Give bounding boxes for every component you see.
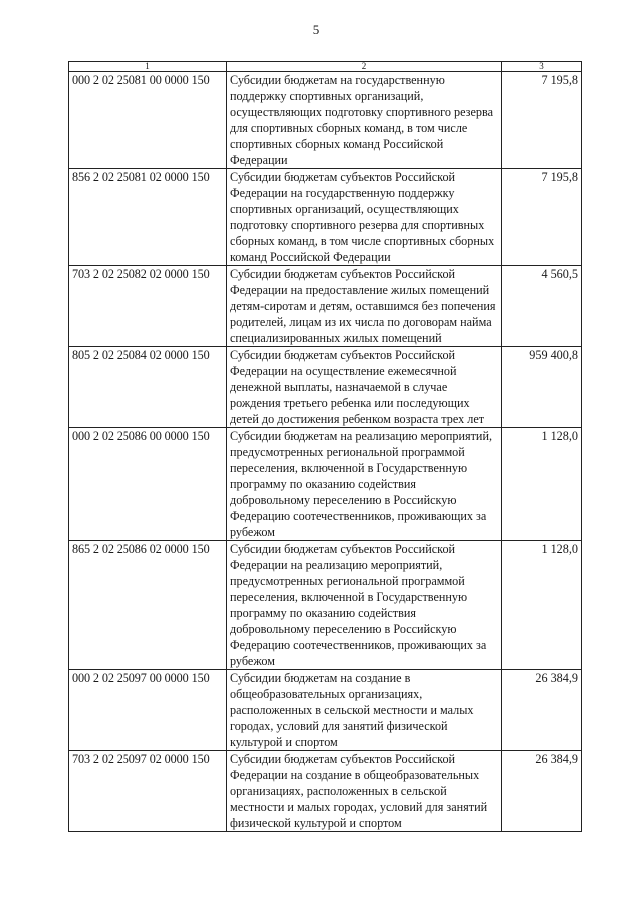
row-description: Субсидии бюджетам на государственную поддержку спортивных организаций, осуществляющих подготовку спортивного резерва для спортивных сборных команд, в том числе спортивных сборных команд Российской Федерации <box>227 72 502 169</box>
row-code: 865 2 02 25086 02 0000 150 <box>69 541 227 670</box>
table-row <box>69 541 582 670</box>
column-header-description: 2 <box>227 62 502 72</box>
table-row <box>69 751 582 832</box>
row-amount: 26 384,9 <box>502 670 582 751</box>
row-code: 000 2 02 25081 00 0000 150 <box>69 72 227 169</box>
row-code: 856 2 02 25081 02 0000 150 <box>69 169 227 266</box>
row-amount: 4 560,5 <box>502 266 582 347</box>
row-amount: 959 400,8 <box>502 347 582 428</box>
row-description: Субсидии бюджетам субъектов Российской Федерации на реализацию мероприятий, предусмотренных региональной программой переселения, включенной в Государственную программу по оказанию содействия добровольному переселению в Российскую Федерацию соотечественников, проживающих за рубежом <box>227 541 502 670</box>
table-row <box>69 266 582 347</box>
column-header-amount: 3 <box>502 62 582 72</box>
row-description: Субсидии бюджетам субъектов Российской Федерации на предоставление жилых помещений детям-сиротам и детям, оставшимся без попечения родителей, лицам из их числа по договорам найма специализированных жилых помещений <box>227 266 502 347</box>
table-row <box>69 347 582 428</box>
row-code: 000 2 02 25086 00 0000 150 <box>69 428 227 541</box>
row-amount: 26 384,9 <box>502 751 582 832</box>
row-code: 703 2 02 25097 02 0000 150 <box>69 751 227 832</box>
table-row <box>69 72 582 169</box>
row-amount: 1 128,0 <box>502 428 582 541</box>
header-row <box>69 62 582 72</box>
row-description: Субсидии бюджетам субъектов Российской Федерации на осуществление ежемесячной денежной выплаты, назначаемой в случае рождения третьего ребенка или последующих детей до достижения ребенком возраста трех лет <box>227 347 502 428</box>
row-amount: 7 195,8 <box>502 169 582 266</box>
page-number: 5 <box>312 22 320 37</box>
row-description: Субсидии бюджетам на создание в общеобразовательных организациях, расположенных в сельской местности и малых городах, условий для занятий физической культурой и спортом <box>227 670 502 751</box>
row-description: Субсидии бюджетам субъектов Российской Федерации на создание в общеобразовательных организациях, расположенных в сельской местности и малых городах, условий для занятий физической культурой и спортом <box>227 751 502 832</box>
table-row <box>69 428 582 541</box>
row-description: Субсидии бюджетам субъектов Российской Федерации на государственную поддержку спортивных организаций, осуществляющих подготовку спортивного резерва для спортивных сборных команд, в том числе спортивных сборных команд Российской Федерации <box>227 169 502 266</box>
table-row <box>69 169 582 266</box>
row-code: 805 2 02 25084 02 0000 150 <box>69 347 227 428</box>
row-code: 703 2 02 25082 02 0000 150 <box>69 266 227 347</box>
row-code: 000 2 02 25097 00 0000 150 <box>69 670 227 751</box>
table-row <box>69 670 582 751</box>
row-amount: 1 128,0 <box>502 541 582 670</box>
row-description: Субсидии бюджетам на реализацию мероприятий, предусмотренных региональной программой переселения, включенной в Государственную программу по оказанию содействия добровольному переселению в Российскую Федерацию соотечественников, проживающих за рубежом <box>227 428 502 541</box>
budget-table <box>68 61 582 832</box>
column-header-code: 1 <box>69 62 227 72</box>
row-amount: 7 195,8 <box>502 72 582 169</box>
